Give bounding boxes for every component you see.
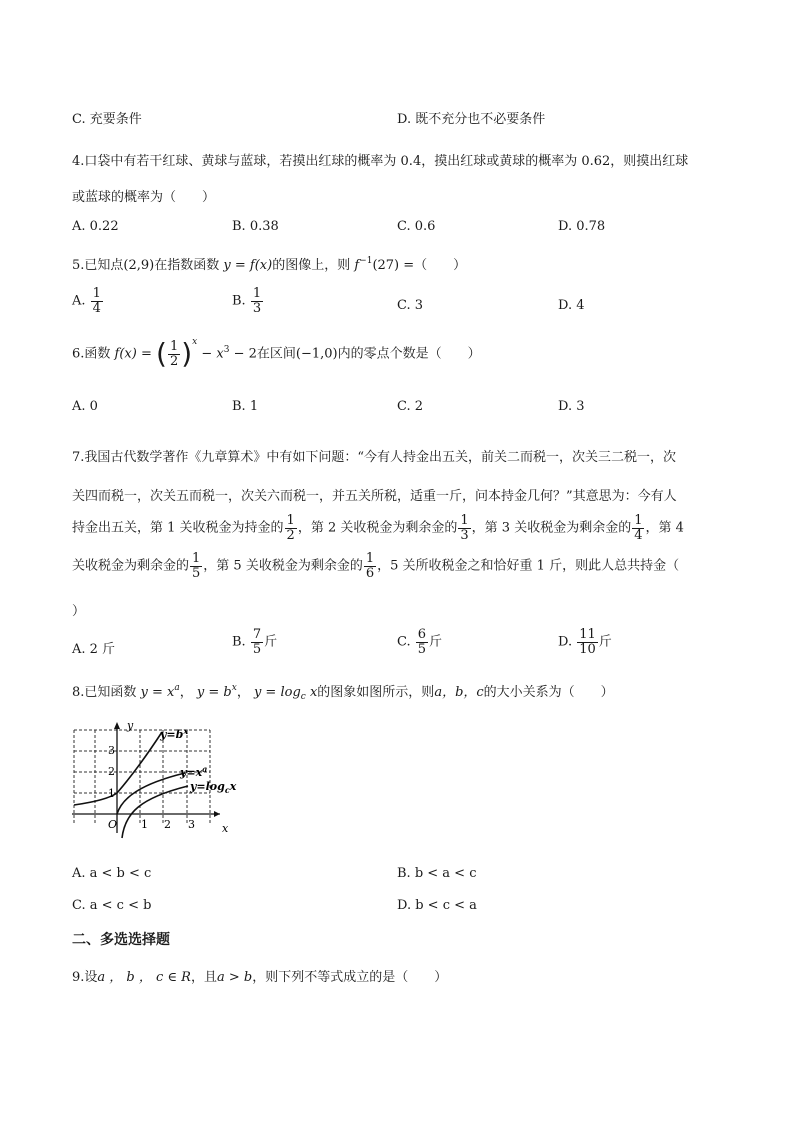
section-heading-multi-choice: 二、多选选择题 (72, 932, 170, 948)
graph-y-tick-1: 1 (108, 787, 115, 800)
q7-option-d-label: D. (558, 634, 573, 650)
q5-inverse-arg: (27) =（ ） (372, 258, 467, 273)
q6-option-d: D. 3 (558, 399, 585, 414)
q8-option-c: C. a < c < b (72, 898, 152, 913)
q5-option-d: D. 4 (558, 298, 585, 313)
q7-option-b-label: B. (232, 634, 246, 650)
q7-frac4-num: 1 (192, 551, 201, 566)
q4-option-c: C. 0.6 (397, 219, 436, 234)
q5-option-b-den: 3 (252, 300, 262, 316)
q5-option-c: C. 3 (397, 298, 424, 313)
q7-frac-fifth (190, 552, 202, 580)
q5-option-b-num: 1 (252, 286, 262, 301)
graph-y-axis-label: y (127, 719, 134, 732)
q8-abc: a，b，c (434, 685, 484, 700)
q4-option-b: B. 0.38 (232, 219, 279, 234)
graph-x-arrow (214, 811, 220, 817)
graph-y-tick-3: 3 (108, 744, 115, 757)
q8-option-d: D. b < c < a (397, 898, 477, 913)
q7-option-b-den: 5 (252, 641, 262, 657)
q7-option-c-label: C. (397, 634, 411, 650)
q5-option-a (72, 287, 104, 315)
graph-label-bx-base: y=b (160, 728, 184, 741)
q8-func-log-x: x (309, 685, 318, 700)
q8-func-exp-exp: x (231, 683, 237, 693)
q8-stem: 8.已知函数 $y = x^a$， $y = b^x$， $y = \log_c x$的图象如图所示，则a，b，c的大小关系为（ ） (72, 683, 614, 702)
q8-option-a: A. a < b < c (72, 866, 152, 881)
q7-frac-quarter (632, 514, 644, 542)
q7-frac5-den: 6 (365, 565, 375, 581)
q9-stem (72, 966, 447, 985)
graph-label-log-base: y=log (190, 780, 225, 793)
q8-suffix: 的图象如图所示，则 (317, 685, 435, 700)
graph-origin-label: O (108, 818, 118, 831)
graph-label-bx (159, 726, 188, 741)
q5-option-a-fraction (91, 287, 103, 315)
q8-function-graph (70, 718, 250, 848)
q7-option-d-num: 11 (579, 627, 596, 642)
q5-option-b-fraction (251, 287, 263, 315)
q7-option-b-num: 7 (252, 627, 262, 642)
q7-option-c-num: 6 (417, 627, 427, 642)
q7-frac3-num: 1 (634, 513, 643, 528)
q7-line3-c: ，第 3 关收税金为剩余金的 (471, 520, 632, 536)
q8-func-power: y = x (140, 685, 175, 700)
graph-label-xa-exp: a (202, 764, 208, 774)
q5-inverse-exp: −1 (359, 256, 373, 266)
q7-line3-b: ，第 2 关收税金为剩余金的 (297, 520, 458, 536)
q7-frac1-den: 2 (286, 527, 295, 543)
q9-condition: a > b (216, 970, 253, 985)
q7-option-b-fraction (251, 628, 263, 656)
graph-curve-bx (74, 732, 162, 805)
q8-func-exp: y = b (196, 685, 232, 700)
q6-fx: f(x) = (114, 346, 152, 362)
q6-fraction (168, 340, 180, 368)
q6-prefix: 6.函数 (72, 346, 111, 362)
q7-frac3-den: 4 (634, 527, 643, 543)
q9-prefix: 9.设 (72, 970, 98, 985)
q6-mid: 在区间 (256, 346, 296, 362)
q4-option-a: A. 0.22 (72, 219, 119, 234)
q7-frac-half (285, 514, 297, 542)
graph-label-log-x: x (229, 780, 237, 793)
q7-option-c (397, 628, 442, 656)
q5-option-a-den: 4 (92, 300, 101, 316)
q5-mid2: 的图像上，则 (272, 258, 351, 273)
q6-suffix: 内的零点个数是（ ） (337, 346, 481, 362)
q7-option-d-den: 10 (579, 641, 596, 657)
q7-stem-line2: 关四而税一，次关五而税一，次关六而税一，并五关所税，适重一斤，问本持金几何？”其意思为：今有人 (72, 489, 677, 504)
q7-frac5-num: 1 (365, 551, 375, 566)
q5-mid: 在指数函数 (154, 258, 220, 273)
graph-x-tick-2: 2 (164, 818, 171, 831)
q7-frac2-den: 3 (460, 527, 469, 543)
q7-line4-b: ，第 5 关收税金为剩余金的 (203, 558, 363, 574)
q7-frac1-num: 1 (286, 513, 295, 528)
q5-stem (72, 254, 466, 273)
q7-stem-line3 (72, 514, 684, 542)
q5-func: y = f(x) (223, 258, 273, 273)
q3-option-d: D. 既不充分也不必要条件 (397, 112, 546, 127)
q4-stem-line2: 或蓝球的概率为（ ） (72, 190, 216, 205)
q6-rest: − x (201, 346, 224, 362)
q7-stem-line4 (72, 552, 679, 580)
q6-stem (72, 336, 481, 371)
q4-option-d: D. 0.78 (558, 219, 606, 234)
q8-func-log-base: c (300, 692, 306, 702)
q5-option-b-label: B. (232, 293, 246, 309)
q6-frac-den: 2 (169, 353, 179, 369)
q5-prefix: 5.已知点 (72, 258, 124, 273)
q7-option-b-unit: 斤 (264, 634, 278, 650)
graph-x-axis-label: x (222, 822, 229, 835)
q8-suffix2: 的大小关系为（ ） (483, 685, 614, 700)
q7-option-b (232, 628, 277, 656)
q6-interval: (−1,0) (295, 346, 338, 362)
q6-option-b: B. 1 (232, 399, 259, 414)
q6-option-a: A. 0 (72, 399, 98, 414)
q6-frac-num: 1 (169, 339, 179, 354)
q7-frac-sixth (364, 552, 376, 580)
q7-option-c-fraction (416, 628, 428, 656)
q7-stem-line1: 7.我国古代数学著作《九章算术》中有如下问题：“今有人持金出五关，前关二而税一，次关三二税一，次 (72, 450, 677, 465)
q7-frac2-num: 1 (460, 513, 469, 528)
q6-option-c: C. 2 (397, 399, 424, 414)
q7-option-d-fraction (577, 628, 598, 656)
q7-option-c-den: 5 (417, 641, 427, 657)
q9-suffix: ，则下列不等式成立的是（ ） (252, 970, 448, 985)
graph-label-log (189, 780, 237, 795)
q8-prefix: 8.已知函数 (72, 685, 137, 700)
q9-mid: ，且 (190, 970, 217, 985)
graph-y-arrow (114, 722, 120, 729)
graph-label-xa (179, 764, 207, 779)
q7-option-a: A. 2 斤 (72, 642, 116, 657)
q7-option-d (558, 628, 612, 656)
q5-option-a-num: 1 (92, 286, 101, 301)
q5-option-a-label: A. (72, 293, 86, 309)
q8-func-power-exp: a (174, 683, 180, 693)
q6-cube: 3 (223, 344, 230, 355)
q6-left-paren: ( (156, 337, 167, 371)
graph-x-tick-3: 3 (188, 818, 195, 831)
q7-frac4-den: 5 (192, 565, 201, 581)
q7-line4-a: 关收税金为剩余金的 (72, 558, 190, 574)
q5-point: (2,9) (123, 258, 155, 273)
q9-vars: a ， b ， c ∈ R (97, 970, 191, 985)
graph-label-log-sub: c (224, 785, 230, 795)
q4-stem-line1: 4.口袋中有若干红球、黄球与蓝球，若摸出红球的概率为 0.4，摸出红球或黄球的概率为 0.62，则摸出红球 (72, 154, 689, 169)
q7-line4-c: ，5 关所收税金之和恰好重 1 斤，则此人总共持金（ (377, 558, 680, 574)
q8-option-b: B. b < a < c (397, 866, 477, 881)
q6-rest2: − 2 (233, 346, 257, 362)
q7-line3-a: 持金出五关，第 1 关收税金为持金的 (72, 520, 284, 536)
q3-option-c: C. 充要条件 (72, 112, 142, 127)
graph-x-tick-1: 1 (141, 818, 148, 831)
q6-right-paren: ) (181, 337, 193, 371)
q5-inverse-f: f (354, 258, 360, 273)
q6-exp-x: x (192, 336, 198, 347)
q7-line3-d: ，第 4 (645, 520, 684, 536)
q7-stem-line5: ） (72, 604, 86, 619)
q7-option-c-unit: 斤 (429, 634, 443, 650)
q7-option-d-unit: 斤 (598, 634, 612, 650)
graph-label-xa-base: y=x (180, 766, 203, 779)
graph-y-tick-2: 2 (108, 765, 115, 778)
graph-label-bx-exp: x (183, 726, 189, 736)
q5-option-b (232, 287, 264, 315)
q7-frac-third (458, 514, 470, 542)
q8-func-log: y = log (253, 685, 301, 700)
